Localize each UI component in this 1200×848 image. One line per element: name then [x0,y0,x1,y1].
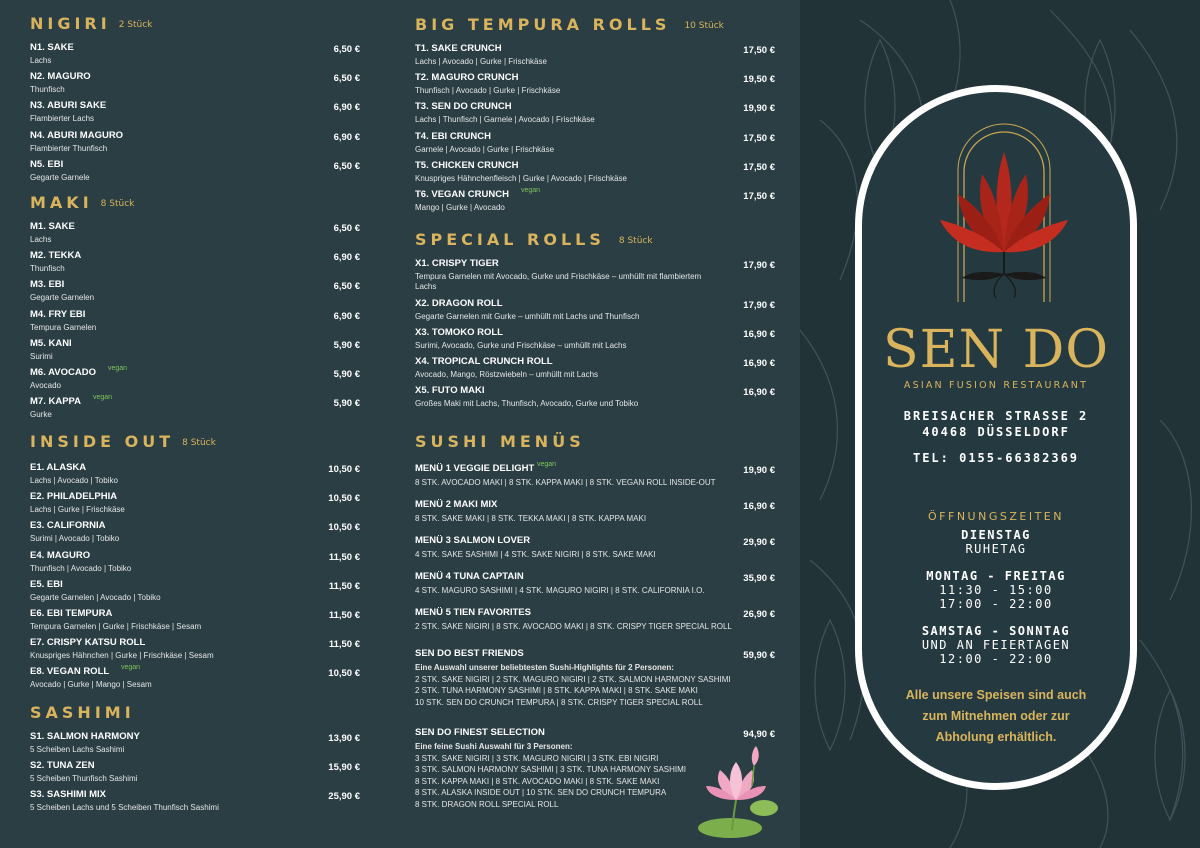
menu-contents-line: 8 STK. KAPPA MAKI | 8 STK. AVOCADO MAKI | 8 STK. SAKE MAKI [415,776,660,786]
menu-contents-line: 2 STK. SAKE NIGIRI | 8 STK. AVOCADO MAKI | 8 STK. CRISPY TIGER SPECIAL ROLL [415,622,732,631]
section-title [30,14,152,35]
menu-contents-line: 8 STK. ALASKA INSIDE OUT | 10 STK. SEN DO CRUNCH TEMPURA [415,788,667,797]
item-description: Lachs | Gurke | Frischkäse [30,505,125,515]
menu-intro: Eine Auswahl unserer beliebtesten Sushi-Highlights für 2 Personen: [415,663,674,672]
item-name: S3. SASHIMI MIX [30,789,107,801]
takeaway-note-line: zum Mitnehmen oder zur [922,709,1070,723]
item-price: 6,90 € [333,102,360,114]
hours-weekdays-dinner: 17:00 - 22:00 [939,597,1053,611]
item-price: 16,90 € [743,358,775,370]
item-price: 17,50 € [743,132,775,144]
menu-item [30,731,360,760]
item-name: X3. TOMOKO ROLL [415,326,503,338]
item-name: M4. FRY EBI [30,308,86,320]
item-price: 35,90 € [743,573,775,584]
item-contents [415,549,656,561]
item-description: Thunfisch [30,264,65,274]
lotus-logo-icon [934,102,1074,312]
section-title-text: SUSHI MENÜS [415,432,585,451]
section-title-text: INSIDE OUT [30,432,175,451]
item-name: E1. ALASKA [30,462,87,473]
item-name: N1. SAKE [30,42,74,53]
address-street: BREISACHER STRASSE 2 [903,409,1089,423]
item-description: Thunfisch [30,85,65,95]
piece-count: 2 Stück [118,19,153,30]
item-price: 11,50 € [328,610,360,621]
item-name: X1. CRISPY TIGER [415,258,499,269]
item-description: Lachs [30,235,52,244]
menu-item [30,637,360,666]
menu-item [30,279,360,308]
vegan-badge: vegan [108,365,128,372]
phone-number[interactable]: TEL: 0155-66382369 [912,451,1080,465]
item-name: M1. SAKE [30,221,75,232]
item-contents [415,621,732,633]
item-description: Gegarte Garnelen [30,293,95,303]
takeaway-note-line: Abholung erhältlich. [935,730,1057,744]
item-price: 17,50 € [743,161,775,173]
piece-count: 10 Stück [684,20,724,31]
vegan-badge: vegan [537,461,557,468]
item-description: Knuspriges Hähnchen | Gurke | Frischkäse | Sesam [30,651,214,661]
item-price: 19,50 € [743,74,775,86]
section-title-text: SASHIMI [30,703,135,722]
item-price: 13,90 € [328,733,360,744]
menu-contents-line: 3 STK. SALMON HARMONY SASHIMI | 3 STK. TUNA HARMONY SASHIMI [415,765,687,774]
item-name: T6. VEGAN CRUNCH [415,189,509,200]
item-price: 5,90 € [333,398,360,410]
cover-panel [800,0,1200,848]
item-description: Lachs | Avocado | Gurke | Frischkäse [415,57,547,66]
menu-item [30,71,360,100]
item-description: Gegarte Garnelen | Avocado | Tobiko [30,592,161,602]
menu-item [415,189,775,218]
item-name: E5. EBI [30,578,63,590]
item-name: MENÜ 1 VEGGIE DELIGHT [415,463,535,474]
item-name: N5. EBI [30,158,64,170]
item-description: Gegarte Garnelen mit Gurke – umhüllt mit Lachs und Thunfisch [415,311,640,321]
takeaway-note [882,685,1110,748]
item-price: 5,90 € [333,339,360,351]
item-description: Thunfisch | Avocado | Tobiko [30,563,132,573]
item-description: Lachs | Thunfisch | Garnele | Avocado | Frischkäse [415,115,595,125]
item-price: 10,50 € [328,668,360,680]
hours-weekdays-lunch: 11:30 - 15:00 [939,583,1053,597]
item-name: T4. EBI CRUNCH [415,130,492,142]
menu-item [30,579,360,608]
vegan-badge: vegan [121,664,141,672]
menu-item [30,130,360,159]
item-price: 10,50 € [328,464,360,475]
hours-day-weekdays: MONTAG - FREITAG [926,569,1066,583]
vegan-badge: vegan [93,394,113,402]
item-price: 29,90 € [743,537,775,548]
item-price: 19,90 € [743,465,775,476]
item-description: Thunfisch | Avocado | Gurke | Frischkäse [415,86,561,96]
menu-contents-line: 8 STK. AVOCADO MAKI | 8 STK. KAPPA MAKI | 8 STK. VEGAN ROLL INSIDE-OUT [415,478,716,487]
menu-item [415,43,775,72]
item-description: Avocado, Mango, Röstzwiebeln – umhüllt mit Lachs [415,370,599,380]
address-city: 40468 DÜSSELDORF [922,425,1070,439]
menu-contents-line: 8 STK. DRAGON ROLL SPECIAL ROLL [415,799,559,809]
item-name: N2. MAGURO [30,71,91,83]
item-name: N3. ABURI SAKE [30,100,107,112]
item-price: 6,50 € [333,223,360,234]
item-price: 6,50 € [333,44,360,55]
menu-contents-line: 2 STK. SAKE NIGIRI | 2 STK. MAGURO NIGIRI | 2 STK. SALMON HARMONY SASHIMI [415,674,731,684]
menu-item [415,131,775,160]
item-name: M7. KAPPA [30,396,82,408]
item-name: M2. TEKKA [30,250,82,262]
item-description: Lachs [30,56,52,65]
menu-contents-line: 10 STK. SEN DO CRUNCH TEMPURA | 8 STK. CRISPY TIGER SPECIAL ROLL [415,697,703,707]
piece-count: 8 Stück [100,198,135,209]
item-price: 16,90 € [743,501,775,512]
item-name: M3. EBI [30,279,65,291]
item-price: 26,90 € [743,609,775,620]
menu-item [30,520,360,549]
item-description: Garnele | Avocado | Gurke | Frischkäse [415,144,555,154]
item-price: 17,50 € [743,191,775,202]
item-price: 6,50 € [333,160,360,172]
item-price: 17,90 € [743,299,775,311]
item-contents [415,513,646,525]
item-description: Avocado | Gurke | Mango | Sesam [30,680,152,690]
hours-weekend-time: 12:00 - 22:00 [939,652,1053,666]
menu-item [30,367,360,396]
item-price: 59,90 € [743,650,775,661]
item-name: X5. FUTO MAKI [415,385,485,397]
section-title-text: MAKI [30,193,93,212]
item-price: 25,90 € [328,791,360,803]
brand-name: SEN DO [883,320,1109,380]
item-name: MENÜ 3 SALMON LOVER [415,535,531,546]
item-name: S1. SALMON HARMONY [30,731,140,742]
left-column [30,0,360,848]
item-price: 6,90 € [333,131,360,143]
brand-oval [855,85,1137,790]
item-name: SEN DO BEST FRIENDS [415,648,524,659]
takeaway-note-line: Alle unsere Speisen sind auch [905,688,1087,702]
menu-item [30,309,360,338]
item-name: E6. EBI TEMPURA [30,608,113,619]
item-description: Lachs | Avocado | Tobiko [30,476,118,485]
item-contents [415,585,705,597]
item-price: 94,90 € [743,729,775,740]
piece-count: 8 Stück [618,235,653,246]
item-description: Avocado [30,381,61,390]
item-name: M6. AVOCADO [30,367,96,378]
piece-count: 8 Stück [182,437,216,448]
menu-item [30,42,360,71]
item-description: 5 Scheiben Lachs Sashimi [30,745,125,754]
menu-item [415,298,775,327]
item-description: Gegarte Garnele [30,172,90,182]
menu-contents-line: 3 STK. SAKE NIGIRI | 3 STK. MAGURO NIGIRI | 3 STK. EBI NIGIRI [415,753,659,763]
menu-item [30,666,360,695]
menu-item [415,356,775,385]
item-description: Tempura Garnelen mit Avocado, Gurke und Frischkäse – umhüllt mit flambiertem Lachs [415,272,702,291]
item-name: E2. PHILADELPHIA [30,491,118,503]
hours-day-weekend: SAMSTAG - SONNTAG [921,624,1071,638]
section-title-text: NIGIRI [30,14,111,33]
menu-item [30,221,360,250]
item-price: 10,50 € [328,522,360,534]
item-description: Mango | Gurke | Avocado [415,203,505,212]
menu-item [415,101,775,130]
menu-item [415,160,775,189]
item-name: M5. KANI [30,337,72,349]
item-price: 10,50 € [328,493,360,505]
item-description: Surimi | Avocado | Tobiko [30,534,120,544]
item-name: S2. TUNA ZEN [30,760,95,772]
section-title [30,432,216,453]
menu-item [30,760,360,789]
item-name: E4. MAGURO [30,549,91,561]
item-name: SEN DO FINEST SELECTION [415,727,545,738]
item-description: Tempura Garnelen | Gurke | Frischkäse | Sesam [30,622,202,631]
item-price: 6,50 € [333,73,360,85]
item-name: T5. CHICKEN CRUNCH [415,159,519,171]
menu-item [30,250,360,279]
menu-item [30,396,360,425]
item-description: Flambierter Thunfisch [30,143,108,153]
item-price: 19,90 € [743,103,775,115]
hours-day-tuesday: DIENSTAG [961,528,1031,542]
menu-contents-line: 2 STK. TUNA HARMONY SASHIMI | 8 STK. KAPPA MAKI | 8 STK. SAKE MAKI [415,686,698,695]
menu-item [415,385,775,414]
menu-item [30,338,360,367]
menu-item [415,258,775,291]
menu-item [30,100,360,129]
vegan-badge: vegan [521,187,541,194]
item-price: 5,90 € [333,369,360,380]
menu-item [30,159,360,188]
item-name: MENÜ 4 TUNA CAPTAIN [415,571,524,582]
menu-item [30,491,360,520]
item-price: 17,50 € [743,45,775,56]
item-description: Tempura Garnelen [30,322,97,332]
item-name: X2. DRAGON ROLL [415,297,503,309]
item-price: 6,50 € [333,281,360,293]
section-title [415,15,724,36]
item-contents [415,477,716,489]
item-description: Großes Maki mit Lachs, Thunfisch, Avocado, Gurke und Tobiko [415,399,639,409]
item-name: E3. CALIFORNIA [30,520,106,532]
section-title [30,703,135,723]
item-description: 5 Scheiben Thunfisch Sashimi [30,774,138,784]
item-price: 16,90 € [743,328,775,340]
item-name: N4. ABURI MAGURO [30,129,124,141]
section-title [415,230,653,251]
item-price: 17,90 € [743,260,775,271]
menu-item [30,608,360,637]
lotus-flower-illustration [692,742,784,846]
hours-tuesday-closed: RUHETAG [965,542,1027,556]
item-description: Flambierter Lachs [30,114,95,124]
item-price: 6,90 € [333,252,360,264]
item-name: MENÜ 5 TIEN FAVORITES [415,607,531,618]
section-title [415,432,585,452]
item-name: X4. TROPICAL CRUNCH ROLL [415,356,553,368]
opening-hours-title: ÖFFNUNGSZEITEN [928,510,1064,523]
item-name: T1. SAKE CRUNCH [415,43,502,54]
menu-item [30,789,360,818]
item-price: 6,90 € [333,310,360,322]
item-name: T2. MAGURO CRUNCH [415,72,519,84]
item-description: Surimi [30,351,53,361]
middle-column [415,0,775,848]
section-title [30,193,134,214]
item-contents [415,741,686,810]
menu-contents-line: 4 STK. SAKE SASHIMI | 4 STK. SAKE NIGIRI | 8 STK. SAKE MAKI [415,550,656,559]
item-description: Gurke [30,410,52,420]
menu-item [30,550,360,579]
item-description: Surimi, Avocado, Gurke und Frischkäse – umhüllt mit Lachs [415,340,627,350]
menu-contents-line: 8 STK. SAKE MAKI | 8 STK. TEKKA MAKI | 8 STK. KAPPA MAKI [415,514,647,523]
item-price: 16,90 € [743,387,775,399]
menu-contents-line: 4 STK. MAGURO SASHIMI | 4 STK. MAGURO NIGIRI | 8 STK. CALIFORNIA I.O. [415,586,705,595]
item-description: Knuspriges Hähnchenfleisch | Gurke | Avocado | Frischkäse [415,173,627,183]
item-name: MENÜ 2 MAKI MIX [415,499,498,510]
item-price: 11,50 € [328,580,360,592]
menu-item [30,462,360,491]
item-contents [415,662,731,708]
menu-item [415,327,775,356]
menu-item [415,72,775,101]
item-price: 11,50 € [328,639,360,651]
hours-day-holidays: UND AN FEIERTAGEN [921,638,1071,652]
item-description: 5 Scheiben Lachs und 5 Scheiben Thunfisch Sashimi [30,803,219,813]
item-name: T3. SEN DO CRUNCH [415,101,512,113]
item-price: 11,50 € [328,551,360,563]
item-name: E7. CRISPY KATSU ROLL [30,637,146,649]
section-title-text: SPECIAL ROLLS [415,230,605,249]
section-title-text: BIG TEMPURA ROLLS [415,15,671,34]
brand-tagline: ASIAN FUSION RESTAURANT [903,380,1089,391]
item-price: 15,90 € [328,762,360,774]
menu-intro: Eine feine Sushi Auswahl für 3 Personen: [415,742,573,751]
item-name: E8. VEGAN ROLL [30,666,110,678]
